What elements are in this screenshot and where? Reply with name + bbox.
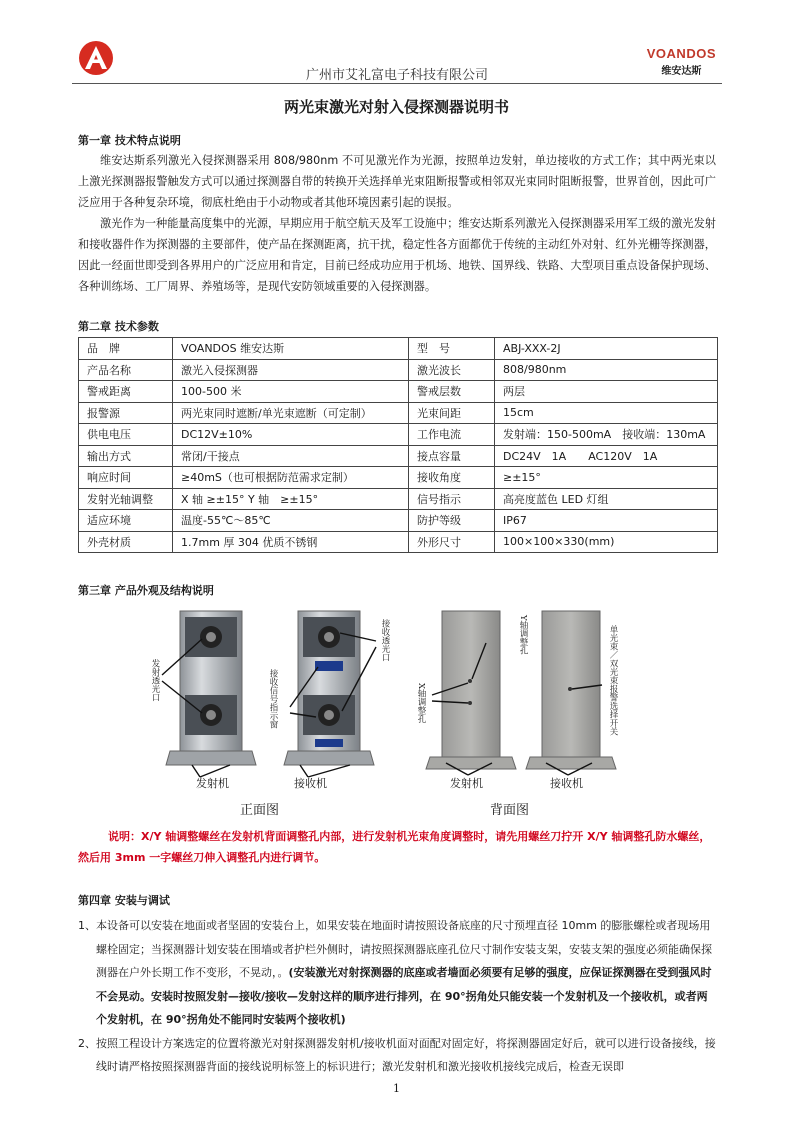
spec-row xyxy=(79,402,718,424)
spec-key: 信号指示 xyxy=(409,488,495,510)
spec-key: 报警源 xyxy=(79,402,173,424)
spec-table xyxy=(78,337,718,553)
install-step-2: 2、按照工程设计方案选定的位置将激光对射探测器发射机/接收机面对面配对固定好，将探测器固定好后，就可以进行设备接线，接线时请严格按照探测器背面的接线说明标签上的标识进行；激光发射机和激光接收机接线完成后，检查无误即 xyxy=(78,1036,716,1073)
install-steps xyxy=(78,914,718,1079)
adjustment-note: 说明：X/Y 轴调整螺丝在发射机背面调整孔内部，进行发射机光束角度调整时，请先用螺丝刀拧开 X/Y 轴调整孔防水螺丝，然后用 3mm 一字螺丝刀伸入调整孔内进行调节。 xyxy=(78,830,711,864)
install-step-1-text: 1、本设备可以安装在地面或者坚固的安装台上，如果安装在地面时请按照设备底座的尺寸预埋直径 10mm 的膨胀螺栓或者现场用螺栓固定；当探测器计划安装在围墙或者护栏外侧时，请按照探测器底座孔位尺寸制作安装支架，安装支架的强度必须能确保探测器在户外长期工作不变形，不晃动，。 xyxy=(78,919,712,979)
spec-key: 响应时间 xyxy=(79,467,173,489)
spec-value: 常闭/干接点 xyxy=(173,445,409,467)
receiver-front-photo xyxy=(284,611,374,765)
spec-value: 100×100×330(mm) xyxy=(495,531,718,553)
spec-key: 供电电压 xyxy=(79,424,173,446)
spec-value: 15cm xyxy=(495,402,718,424)
company-name: 广州市艾礼富电子科技有限公司 xyxy=(305,68,488,83)
spec-key: 警戒距离 xyxy=(79,381,173,403)
spec-value: X 轴 ≥±15° Y 轴 ≥±15° xyxy=(173,488,409,510)
chapter4-heading: 第四章 安装与调试 xyxy=(78,894,170,907)
label-emit-window: 发射透光口 xyxy=(150,659,160,702)
page-header xyxy=(72,40,722,84)
spec-row xyxy=(79,488,718,510)
chapter1-paragraph1: 维安达斯系列激光入侵探测器采用 808/980nm 不可见激光作为光源，按照单边发射，单边接收的方式工作；其中两光束以上激光探测器报警触发方式可以通过探测器自带的转换开关选择单光束阻断报警或相邻双光束同时阻断报警，世界首创，因此可广泛应用于各种复杂环境，彻底杜绝由于小动物或者其他环境因素引起的误报。 xyxy=(78,154,716,209)
spec-value: 100-500 米 xyxy=(173,381,409,403)
chapter1-heading: 第一章 技术特点说明 xyxy=(78,134,181,147)
spec-row xyxy=(79,381,718,403)
spec-key: 警戒层数 xyxy=(409,381,495,403)
spec-row xyxy=(79,510,718,532)
spec-key: 产品名称 xyxy=(79,359,173,381)
spec-value: DC24V 1A AC120V 1A xyxy=(495,445,718,467)
spec-key: 光束间距 xyxy=(409,402,495,424)
spec-row xyxy=(79,467,718,489)
label-y-adjust: Y轴调整孔 xyxy=(518,615,528,655)
page-number: 1 xyxy=(393,1082,400,1095)
spec-row xyxy=(79,445,718,467)
spec-row xyxy=(79,531,718,553)
spec-value: 激光入侵探测器 xyxy=(173,359,409,381)
spec-row xyxy=(79,424,718,446)
spec-value: ≥±15° xyxy=(495,467,718,489)
caption-front-view: 正面图 xyxy=(240,803,280,818)
spec-value: ABJ-XXX-2J xyxy=(495,338,718,360)
label-x-adjust: X轴调整孔 xyxy=(416,683,426,724)
spec-value: 两层 xyxy=(495,381,718,403)
label-receiver-front: 接收机 xyxy=(294,777,327,790)
product-figures xyxy=(140,603,650,821)
brand-name-cn: 维安达斯 xyxy=(661,66,702,77)
label-recv-window: 接收透光口 xyxy=(380,619,390,662)
caption-back-view: 背面图 xyxy=(490,803,530,818)
brand-logo xyxy=(647,46,716,77)
transmitter-front-photo xyxy=(166,611,256,765)
label-beam-switch: 单光束／双光束报警选择开关 xyxy=(608,625,618,736)
label-recv-signal-window: 接收信号指示窗 xyxy=(268,669,278,729)
spec-key: 工作电流 xyxy=(409,424,495,446)
spec-value: IP67 xyxy=(495,510,718,532)
spec-key: 接收角度 xyxy=(409,467,495,489)
brand-name-en: VOANDOS xyxy=(646,46,716,61)
spec-key: 接点容量 xyxy=(409,445,495,467)
install-step-1-emphasis: (安装激光对射探测器的底座或者墙面必须要有足够的强度，应保证探测器在受到强风时不会晃动。安装时按照发射—接收/接收—发射这样的顺序进行排列，在 90°拐角处只能安装一个发射机及一个接收机，或者两个发射机，在 90°拐角处不能同时安装两个接收机) xyxy=(96,966,712,1026)
install-step-1 xyxy=(78,914,718,1032)
spec-row xyxy=(79,359,718,381)
spec-key: 防护等级 xyxy=(409,510,495,532)
chapter2-heading: 第二章 技术参数 xyxy=(78,320,159,333)
spec-row xyxy=(79,338,718,360)
receiver-back-photo xyxy=(526,611,616,769)
spec-key: 激光波长 xyxy=(409,359,495,381)
spec-value: 温度-55℃～85℃ xyxy=(173,510,409,532)
chapter3-heading: 第三章 产品外观及结构说明 xyxy=(78,584,214,597)
spec-key: 外壳材质 xyxy=(79,531,173,553)
spec-value: VOANDOS 维安达斯 xyxy=(173,338,409,360)
label-transmitter-back: 发射机 xyxy=(450,777,483,790)
spec-value: 808/980nm xyxy=(495,359,718,381)
spec-value: ≥40mS（也可根据防范需求定制） xyxy=(173,467,409,489)
chapter1-paragraph2: 激光作为一种能量高度集中的光源，早期应用于航空航天及军工设施中；维安达斯系列激光入侵探测器采用军工级的激光发射和接收器件作为探测器的主要部件，使产品在探测距离，抗干扰，稳定性各方面都优于传统的主动红外对射、红外光栅等探测器，因此一经面世即受到各界用户的广泛应用和肯定，目前已经成功应用于机场、地铁、国界线、铁路、大型项目重点设备保护现场、各种训练场、工厂周界、养殖场等，是现代安防领域重要的入侵探测器。 xyxy=(78,217,716,293)
transmitter-back-photo xyxy=(426,611,516,769)
spec-value: 发射端：150-500mA 接收端：130mA xyxy=(495,424,718,446)
spec-value: DC12V±10% xyxy=(173,424,409,446)
label-transmitter-front: 发射机 xyxy=(196,777,229,790)
spec-value: 两光束同时遮断/单光束遮断（可定制） xyxy=(173,402,409,424)
spec-value: 1.7mm 厚 304 优质不锈钢 xyxy=(173,531,409,553)
spec-key: 品 牌 xyxy=(79,338,173,360)
document-title: 两光束激光对射入侵探测器说明书 xyxy=(283,98,509,116)
label-receiver-back: 接收机 xyxy=(550,777,583,790)
spec-value: 高亮度蓝色 LED 灯组 xyxy=(495,488,718,510)
spec-key: 型 号 xyxy=(409,338,495,360)
spec-key: 外形尺寸 xyxy=(409,531,495,553)
spec-key: 适应环境 xyxy=(79,510,173,532)
spec-key: 输出方式 xyxy=(79,445,173,467)
spec-key: 发射光轴调整 xyxy=(79,488,173,510)
